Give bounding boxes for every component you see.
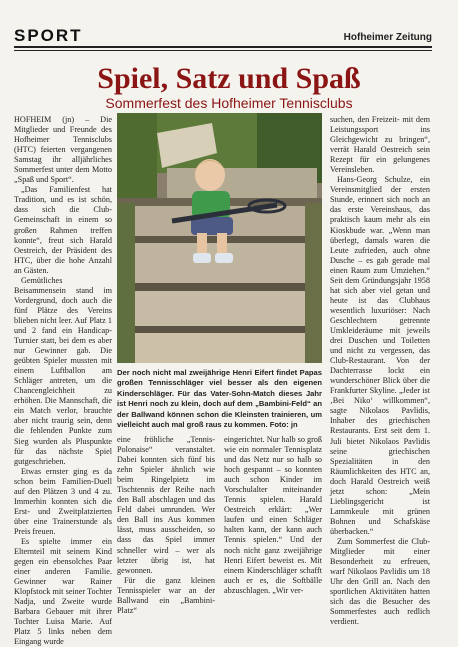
photo-caption: Der noch nicht mal zweijährige Henri Eifert findet Papas großen Tennisschläger viel besser als den eigenen Kinderschläger. Für das Vater-Sohn-Match dieses Jahr ist Henri noch zu klein, doch auf dem „Bambini-Feld“ an der Ballwand können schon die Kleinsten trainieren, um vielleicht auch mal groß raus zu kommen. Foto: jn <box>117 368 322 430</box>
subheadline: Sommerfest des Hofheimer Tennisclubs <box>105 95 353 111</box>
photo-boy-on-steps <box>117 113 322 363</box>
article-photo <box>117 113 322 363</box>
article-column-2 <box>117 435 215 615</box>
article-column-1 <box>14 115 112 647</box>
paragraph: Für die ganz kleinen Tennisspieler war an der Ballwand ein „Bambini-Platz“ <box>117 575 215 615</box>
newspaper-name: Hofheimer Zeitung <box>343 32 432 43</box>
article-column-3 <box>224 435 322 593</box>
header-rule-thin <box>14 50 432 51</box>
article-column-4 <box>330 115 430 627</box>
paragraph: Hans-Georg Schulze, ein Vereinsmitglied der ersten Stunde, erinnert sich noch an das erste Vereinshaus, das praktisch kaum mehr als ein Kioskbude war. „Wenn man überlegt, damals waren die Leute zufrieden, auch ohne Dusche – es gab gerade mal einen Raum zum Umziehen.“ Seit dem Gründungsjahr 1958 hat sich aber viel getan und heute ist das Clubhaus wesentlich luxuriöser: Nach Geschlechtern getrennte Umkleideräume mit jeweils drei Duschen und Toiletten und nicht zu vergessen, das Club-Restaurant. Von der Dachterrasse lockt ein wunderschöner Blick über die Frankfurter Skyline. „Jeder ist ‚Bei Niko‘ willkommen“, sagte Nikolaos Pavlidis, Inhaber des griechischen Restaurants. Erst seit dem 1. Juli bietet Nikolaos Pavlidis seine griechischen Spezialitäten in den Räumlichkeiten des HTC an, doch Harald Oestreich weiß jetzt schon: „Mein Lieblingsgericht ist Lammkeule mit grünen Bohnen und Schafskäse überbacken.“ <box>330 175 430 536</box>
paragraph: Es spielte immer ein Elternteil mit seinem Kind gegen ein ebensolches Paar einer anderen Familie. Gewinner war Rainer Klopfstock mit seiner Tochter Nadja, und Zweite wurde Barbara Gebauer mit ihrer Tochter Luisa Marie. Auf Platz 5 links neben dem Eingang wurde <box>14 536 112 647</box>
paragraph: Zum Sommerfest die Club-Mitglieder mit einer Besonderheit zu erfreuen, warf Nikolaos Pavlidis um 18 Uhr den Grill an. Nach den sportlichen Aktivitäten hatten sich das die Besucher des Sommerfestes auch redlich verdient. <box>330 536 430 627</box>
header-rule <box>14 46 432 48</box>
section-title: SPORT <box>14 26 83 45</box>
paragraph: Etwas ernster ging es da schon beim Familien-Duell auf den Plätzen 3 und 4 zu. Immerhin konnten sich die Erst- und Zweitplatzierten über eine Trainerstunde als Preis freuen. <box>14 466 112 536</box>
headline: Spiel, Satz und Spaß <box>97 62 361 95</box>
paragraph: eingerichtet. Nur halb so groß wie ein normaler Tennisplatz und das Netz nur so halb so hoch gespannt – so konnten auch schon Kinder im Vorschulalter miteinander Tennis spielen. Harald Oestreich erklärt: „Wer laufen und einen Schläger halten kann, der kann auch Tennis spielen.“ Und der noch nicht ganz zweijährige Henri Eifert beweist es. Mit einem Kinderschläger schafft auch er es, die Softbälle abzuschlagen. „Wir ver- <box>224 435 322 595</box>
paragraph: eine fröhliche „Tennis-Polonaise“ veranstaltet. Dabei konnten sich fünf bis zehn Spieler ähnlich wie beim Ringelpietz im Tischtennis der Reihe nach den Ball abschlagen und das Feld dabei umrunden. Wer den Ball ins Aus kommen lässt, muss ausscheiden, so dass das Spiel immer schneller wird – wer als letzter übrig ist, hat gewonnen. <box>117 435 215 575</box>
paragraph: suchen, den Freizeit- mit dem Leistungssport ins Gleichgewicht zu bringen“, verrät Harald Oestreich sein Rezept für ein gelungenes Vereinsleben. <box>330 115 430 175</box>
paragraph: „Das Familienfest hat Tradition, und es ist schön, dass sich die Club-Gemeinschaft in einem so großen Rahmen treffen konnte“, freut sich Harald Oestreich, der Präsident des HTC, über die hohe Anzahl an Gästen. <box>14 185 112 275</box>
paragraph: HOFHEIM (jn) – Die Mitglieder und Freunde des Hofheimer Tennisclubs (HTC) feierten vergangenen Samstag ihr alljährliches Sommerfest unter dem Motto „Spaß und Sport“. <box>14 115 112 185</box>
paragraph: Gemütliches Beisammensein stand im Vordergrund, doch auch die fünf Plätze des Vereins blieben nicht leer. Auf Platz 1 und 2 fand ein Handicap-Turnier statt, bei dem es aber nur Gewinner gab. Die geübten Spieler mussten mit einem Luftballon am Schläger antreten, um die Chancengleichheit zu erhöhen. Die Mannschaft, die ein Match verlor, brauchte aber nicht traurig sein, denn die fehlenden Punkte zum Sieg wurden als Pluspunkte für das nächste Spiel gutgeschrieben. <box>14 275 112 466</box>
